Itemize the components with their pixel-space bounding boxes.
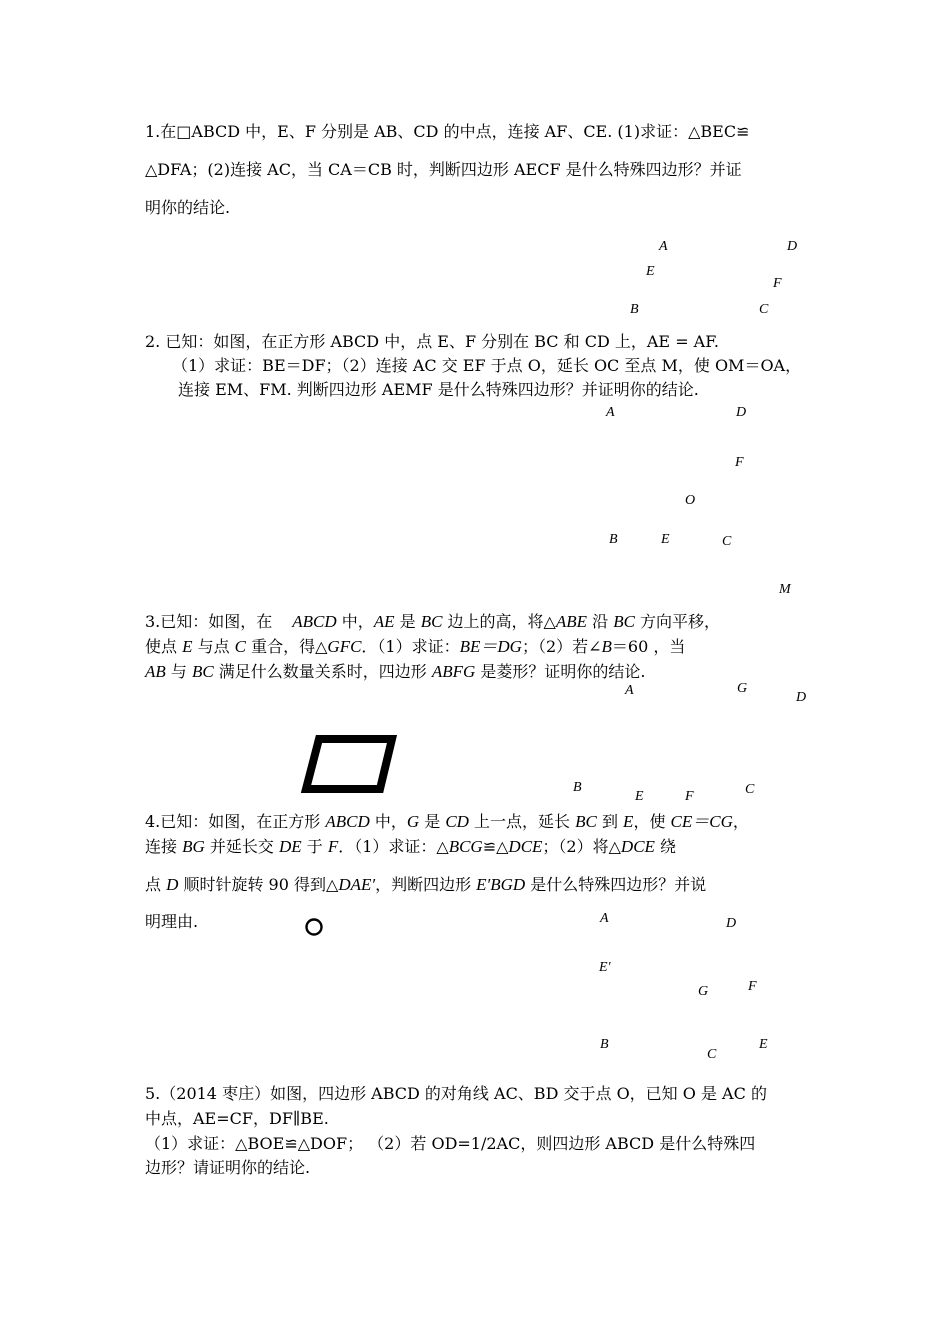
p3-l2-g: ．（1）求证： (361, 637, 460, 656)
p5-line2: 中点，AE=CF，DF∥BE. (145, 1109, 329, 1128)
p4-l1-f: CD (445, 812, 469, 831)
p4-l2-l: DCE (620, 837, 655, 856)
p2-line3: 连接 EM、FM. 判断四边形 AEMF 是什么特殊四边形？并证明你的结论. (178, 380, 699, 399)
p2-label-m: M (779, 582, 791, 597)
p4-l2-h: BCG (448, 837, 483, 856)
p4-l1-a: 4.已知：如图，在正方形 (145, 812, 326, 831)
p1-line2: △DFA；(2)连接 AC，当 CA＝CB 时，判断四边形 AECF 是什么特殊四边形？并证 (145, 160, 742, 179)
p3-line1 (145, 612, 720, 632)
p1-label-d: D (787, 239, 798, 254)
p4-l3-g: 是什么特殊四边形？并说 (525, 875, 707, 894)
p3-label-d: D (796, 690, 807, 705)
p4-l2-b: BG (182, 837, 205, 856)
p4-l1-j: E (623, 812, 634, 831)
p2-label-b: B (609, 532, 618, 547)
p1-label-e: E (646, 264, 655, 279)
p1-line1: 1.在□ABCD 中，E、F 分别是 AB、CD 的中点，连接 AF、CE. (1)求证：△BEC≌ (145, 122, 750, 141)
p3-l2-j: B (601, 637, 612, 656)
p3-l1-e: 是 (394, 612, 421, 631)
p4-l2-m: 绕 (654, 837, 677, 856)
p2-line2: （1）求证：BE＝DF；（2）连接 AC 交 EF 于点 O，延长 OC 至点 M，使 OM＝OA， (172, 356, 802, 375)
p3-label-f: F (685, 789, 694, 804)
p4-label-e: E (759, 1037, 768, 1052)
p4-l2-e: 于 (301, 837, 328, 856)
p3-l2-b: E (182, 637, 193, 656)
p4-l1-g: 上一点，延长 (468, 812, 576, 831)
p3-l1-d: AE (373, 612, 395, 631)
p3-l1-h: ABE (555, 612, 588, 631)
p4-l2-c: 并延长交 (204, 837, 279, 856)
p2-label-a: A (606, 405, 615, 420)
p3-l3-c: BC (191, 662, 214, 681)
p4-l1-i: 到 (596, 812, 624, 831)
p2-label-o: O (685, 493, 696, 508)
p3-l1-i: 沿 (587, 612, 614, 631)
p2-label-d: D (736, 405, 747, 420)
p4-label-f: F (748, 979, 757, 994)
p4-l1-l: CE＝CG (670, 812, 733, 831)
p3-l3-f: 是菱形？证明你的结论. (475, 662, 646, 681)
p4-l2-f: F (327, 837, 339, 856)
p5-line3: （1）求证：△BOE≌△DOF； （2）若 OD=1/2AC，则四边形 ABCD 是什么特殊四 (145, 1134, 756, 1153)
p3-l2-a: 使点 (145, 637, 183, 656)
p3-l2-e: 重合，得△ (246, 637, 328, 656)
p3-l2-i: ；（2）若∠ (521, 637, 602, 656)
p4-label-a: A (600, 911, 609, 926)
p4-l3-b: D (166, 875, 179, 894)
p1-label-f: F (773, 276, 782, 291)
p4-l3-e: ，判断四边形 (375, 875, 477, 894)
p4-line4: 明理由. (145, 912, 199, 931)
p4-l2-k: ；（2）将△ (542, 837, 621, 856)
p4-l1-e: 是 (419, 812, 446, 831)
p4-label-e-prime: E′ (599, 960, 611, 975)
p1-label-a: A (659, 239, 668, 254)
p4-line3 (145, 875, 706, 895)
p4-l2-d: DE (278, 837, 302, 856)
p3-l1-g: 边上的高，将△ (442, 612, 556, 631)
p2-label-f: F (735, 455, 744, 470)
p2-label-c: C (722, 534, 732, 549)
p4-l3-d: DAE′ (338, 875, 376, 894)
p3-label-c: C (745, 782, 755, 797)
p1-label-c: C (759, 302, 769, 317)
p3-l2-d: C (234, 637, 247, 656)
p3-l1-b: ABCD (292, 612, 337, 631)
p4-l2-a: 连接 (145, 837, 183, 856)
p4-l1-m: ， (732, 812, 749, 831)
p4-label-g: G (698, 984, 709, 999)
p4-l2-i: ≌△ (482, 837, 509, 856)
p5-line4: 边形？请证明你的结论. (145, 1158, 311, 1177)
p3-l3-a: AB (145, 662, 166, 681)
p4-l1-h: BC (575, 812, 597, 831)
p4-l3-a: 点 (145, 875, 167, 894)
p3-l1-f: BC (420, 612, 443, 631)
p3-line2 (145, 637, 685, 657)
p3-l1-j: BC (613, 612, 635, 631)
p3-l2-c: 与点 (192, 637, 235, 656)
p4-l1-d: G (406, 812, 420, 831)
p5-line1: 5.（2014 枣庄）如图，四边形 ABCD 的对角线 AC、BD 交于点 O，已知 O 是 AC 的 (145, 1084, 767, 1103)
p4-label-d: D (726, 916, 737, 931)
p3-l3-e: ABFG (431, 662, 476, 681)
p1-label-b: B (630, 302, 639, 317)
p3-l2-k: ＝60 ，当 (611, 637, 686, 656)
p4-line1 (145, 812, 749, 832)
p3-l2-f: GFC (327, 637, 362, 656)
p4-l3-f: E′BGD (476, 875, 526, 894)
p4-label-b: B (600, 1037, 609, 1052)
p3-l3-d: 满足什么数量关系时，四边形 (213, 662, 432, 681)
p4-line2 (145, 837, 676, 857)
p3-l1-k: 方向平移， (634, 612, 721, 631)
p4-l3-c: 顺时针旋转 90 得到△ (178, 875, 339, 894)
p4-label-c: C (707, 1047, 717, 1062)
p2-line1: 2. 已知：如图，在正方形 ABCD 中，点 E、F 分别在 BC 和 CD 上，AE = AF. (145, 332, 719, 351)
p4-l2-j: DCE (508, 837, 543, 856)
circle-mark (303, 916, 325, 938)
p3-label-a: A (625, 683, 634, 698)
p3-label-g: G (737, 681, 748, 696)
p4-l1-k: ，使 (633, 812, 671, 831)
p4-l1-c: 中， (369, 812, 407, 831)
p3-line3 (145, 662, 646, 682)
p3-l3-b: 与 (165, 662, 192, 681)
p4-l2-g: ．（1）求证：△ (338, 837, 449, 856)
p3-l2-h: BE＝DG (459, 637, 522, 656)
p3-label-b: B (573, 780, 582, 795)
p2-label-e: E (661, 532, 670, 547)
p4-l1-b: ABCD (325, 812, 370, 831)
parallelogram-symbol (300, 733, 400, 795)
p3-l1-c: 中， (336, 612, 374, 631)
p3-label-e: E (635, 789, 644, 804)
p1-line3: 明你的结论. (145, 198, 231, 217)
p3-l1-a: 3.已知：如图，在 (145, 612, 273, 631)
